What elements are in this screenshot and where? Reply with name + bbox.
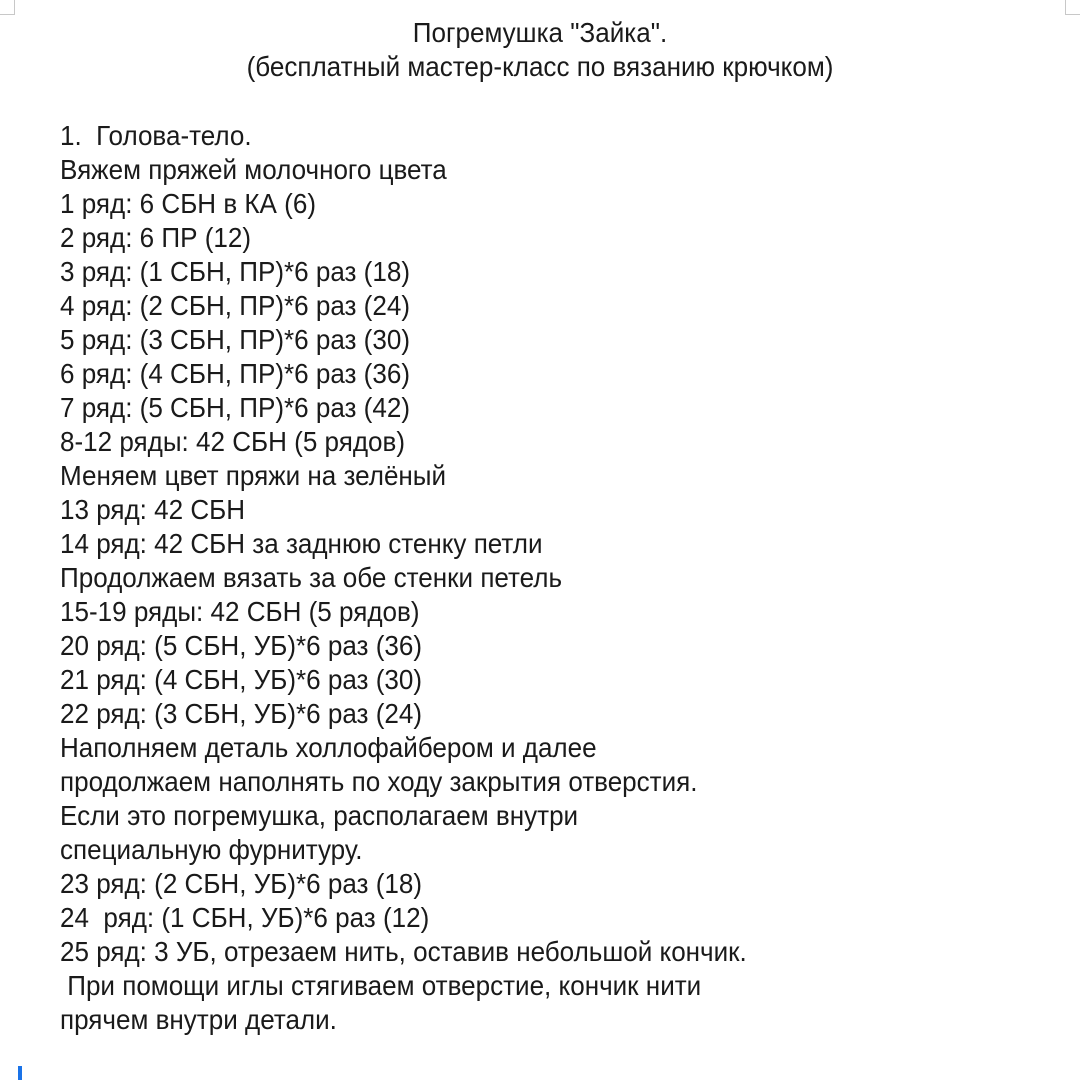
document-title: Погремушка "Зайка". bbox=[412, 17, 668, 48]
text-line: 1. Голова-тело. bbox=[60, 120, 252, 151]
text-line: 8-12 ряды: 42 СБН (5 рядов) bbox=[60, 426, 406, 457]
text-line: прячем внутри детали. bbox=[60, 1004, 337, 1035]
text-line: При помощи иглы стягиваем отверстие, кончик нити bbox=[60, 970, 702, 1001]
text-line: 5 ряд: (3 СБН, ПР)*6 раз (30) bbox=[60, 324, 410, 355]
text-line: 2 ряд: 6 ПР (12) bbox=[60, 222, 252, 253]
text-line: 14 ряд: 42 СБН за заднюю стенку петли bbox=[60, 528, 543, 559]
text-line: специальную фурнитуру. bbox=[60, 834, 363, 865]
text-line: 15-19 ряды: 42 СБН (5 рядов) bbox=[60, 596, 420, 627]
text-line: продолжаем наполнять по ходу закрытия отверстия. bbox=[60, 766, 698, 797]
document-header bbox=[0, 16, 1080, 84]
text-line: Наполняем деталь холлофайбером и далее bbox=[60, 732, 597, 763]
text-line: 1 ряд: 6 СБН в КА (6) bbox=[60, 188, 316, 219]
text-line: Если это погремушка, располагаем внутри bbox=[60, 800, 579, 831]
text-line: 25 ряд: 3 УБ, отрезаем нить, оставив небольшой кончик. bbox=[60, 936, 747, 967]
text-line: 6 ряд: (4 СБН, ПР)*6 раз (36) bbox=[60, 358, 410, 389]
text-line: 22 ряд: (3 СБН, УБ)*6 раз (24) bbox=[60, 698, 423, 729]
text-cursor bbox=[18, 1066, 22, 1080]
text-line: Вяжем пряжей молочного цвета bbox=[60, 154, 447, 185]
text-line: Меняем цвет пряжи на зелёный bbox=[60, 460, 447, 491]
text-line: 4 ряд: (2 СБН, ПР)*6 раз (24) bbox=[60, 290, 410, 321]
text-line: 24 ряд: (1 СБН, УБ)*6 раз (12) bbox=[60, 902, 430, 933]
text-line: Продолжаем вязать за обе стенки петель bbox=[60, 562, 563, 593]
document-subtitle: (бесплатный мастер-класс по вязанию крючком) bbox=[246, 51, 834, 82]
page-corner-mark-top-right bbox=[1065, 0, 1080, 15]
text-line: 21 ряд: (4 СБН, УБ)*6 раз (30) bbox=[60, 664, 423, 695]
text-line: 23 ряд: (2 СБН, УБ)*6 раз (18) bbox=[60, 868, 423, 899]
text-line: 20 ряд: (5 СБН, УБ)*6 раз (36) bbox=[60, 630, 423, 661]
document-body[interactable] bbox=[60, 119, 1070, 1037]
page-corner-mark-top-left bbox=[0, 0, 15, 15]
text-line: 3 ряд: (1 СБН, ПР)*6 раз (18) bbox=[60, 256, 410, 287]
text-line: 13 ряд: 42 СБН bbox=[60, 494, 246, 525]
text-line: 7 ряд: (5 СБН, ПР)*6 раз (42) bbox=[60, 392, 410, 423]
